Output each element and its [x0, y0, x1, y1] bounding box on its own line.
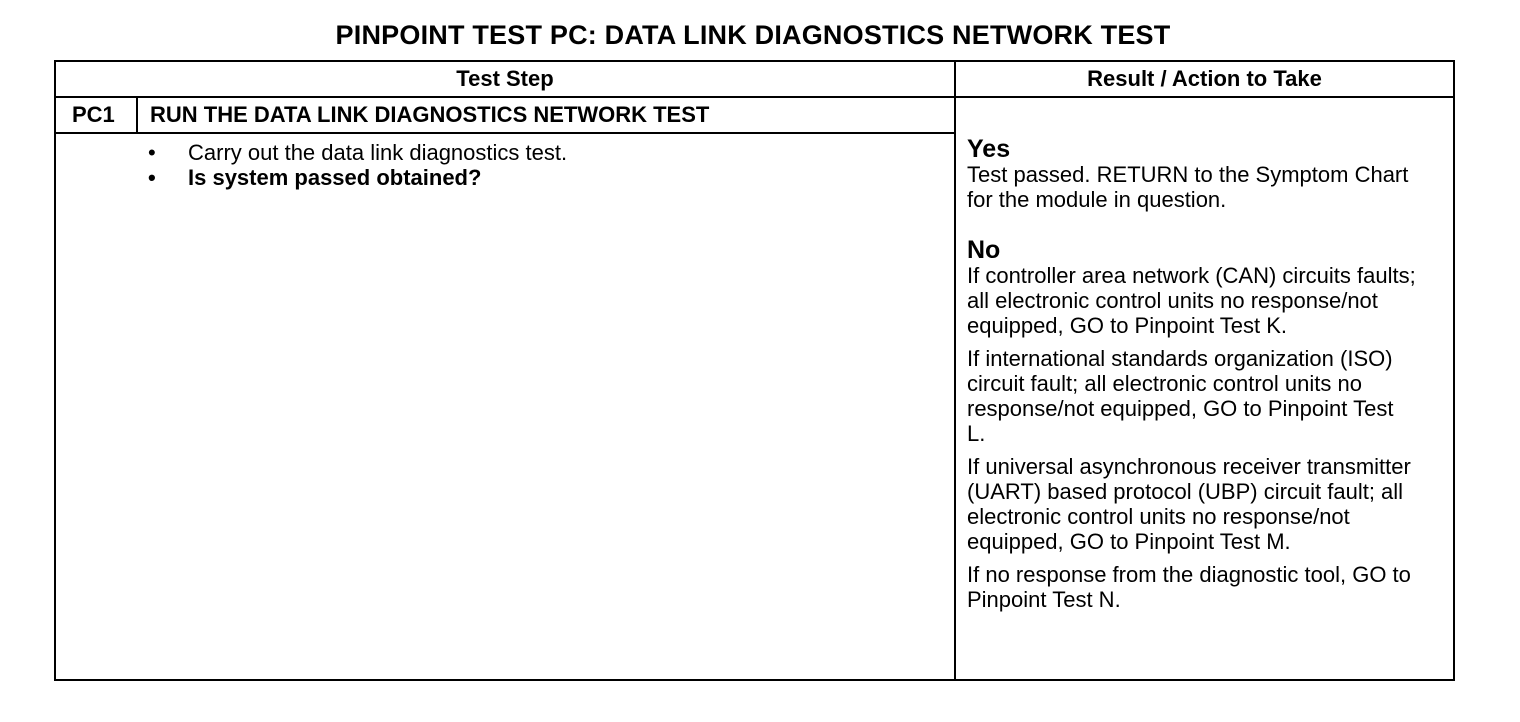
- pinpoint-test-table: [54, 60, 1455, 681]
- page-title: PINPOINT TEST PC: DATA LINK DIAGNOSTICS NETWORK TEST: [335, 20, 1171, 50]
- header-result-action: Result / Action to Take: [1087, 66, 1322, 91]
- step-title-bottom-border: [56, 132, 954, 134]
- step-bullet-list: [148, 140, 567, 190]
- result-no-item: If no response from the diagnostic tool, GO to Pinpoint Test N.: [967, 562, 1411, 612]
- step-question: • Is system passed obtained?: [148, 165, 567, 190]
- column-divider: [954, 62, 956, 679]
- result-no-item: If universal asynchronous receiver transmitter (UART) based protocol (UBP) circuit fault; all electronic control units no response/not equipped, GO to Pinpoint Test M.: [967, 454, 1411, 554]
- step-title: RUN THE DATA LINK DIAGNOSTICS NETWORK TEST: [150, 102, 710, 127]
- step-id-divider: [136, 98, 138, 132]
- step-bullet-item: • Carry out the data link diagnostics test.: [148, 140, 567, 165]
- header-test-step: Test Step: [456, 66, 554, 91]
- result-no-item: If controller area network (CAN) circuits faults; all electronic control units no response/not equipped, GO to Pinpoint Test K.: [967, 263, 1416, 338]
- result-column: [967, 136, 1447, 612]
- result-no-label: No: [967, 236, 1001, 264]
- step-id: PC1: [72, 102, 115, 127]
- result-yes-label: Yes: [967, 135, 1011, 163]
- result-yes-text: Test passed. RETURN to the Symptom Chart for the module in question.: [967, 162, 1409, 212]
- result-no-item: If international standards organization (ISO) circuit fault; all electronic control units no response/not equipped, GO to Pinpoint Test L.: [967, 346, 1394, 446]
